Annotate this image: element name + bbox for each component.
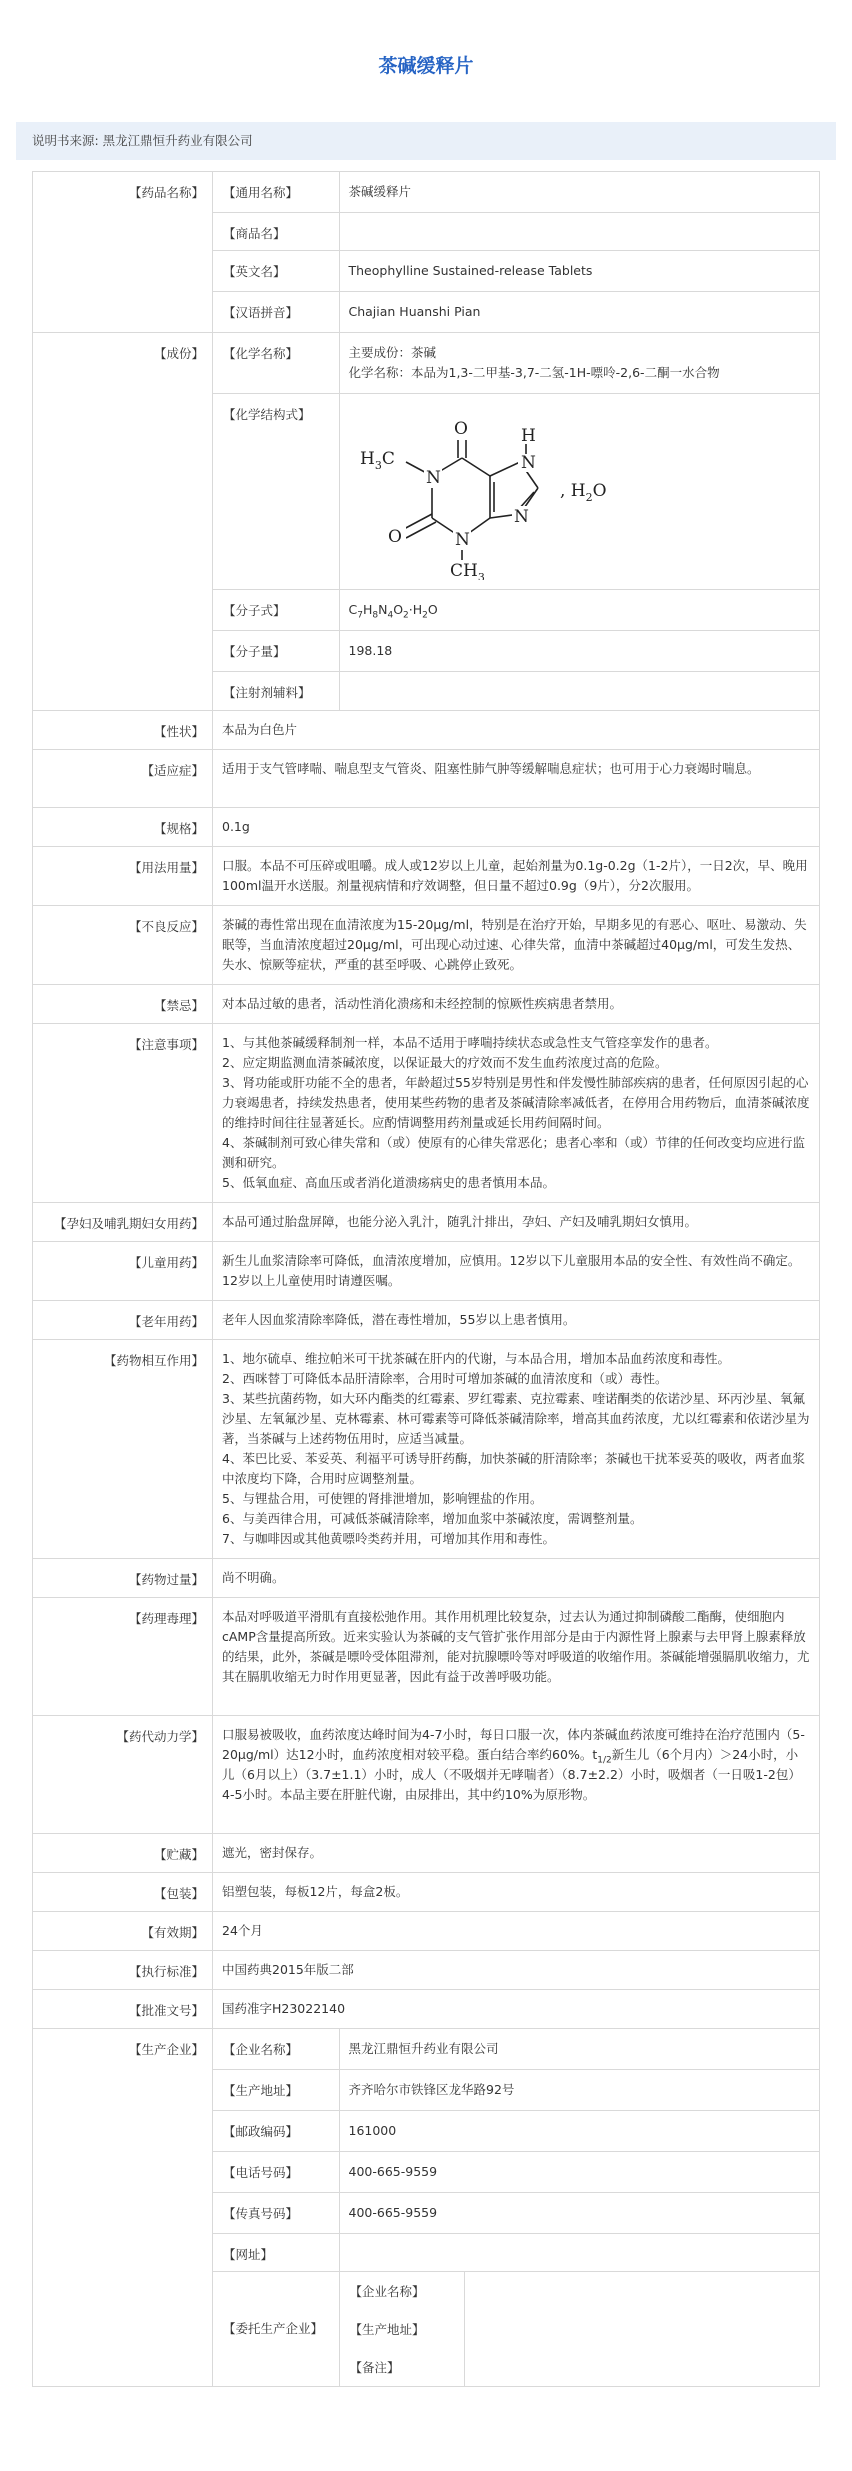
character-value: 本品为白色片 — [213, 710, 820, 749]
fax-value: 400-665-9559 — [339, 2192, 819, 2233]
molecular-weight-value: 198.18 — [339, 631, 819, 672]
structure-atom-h: H — [520, 426, 536, 446]
english-name-value: Theophylline Sustained-release Tablets — [339, 251, 819, 292]
row-label: 【规格】 — [33, 807, 213, 846]
sub-table-drug-name — [213, 172, 819, 332]
row-manufacturer — [33, 2028, 820, 2386]
address-value: 齐齐哈尔市铁锋区龙华路92号 — [339, 2069, 819, 2110]
injection-excipient-value — [339, 672, 819, 710]
row-label: 【有效期】 — [33, 1911, 213, 1950]
brand-name-label: 【商品名】 — [213, 213, 339, 251]
phone-label: 【电话号码】 — [213, 2151, 339, 2192]
chemical-name-value: 化学名称：本品为1,3-二甲基-3,7-二氢-1H-嘌呤-2,6-二酮一水合物 — [348, 365, 720, 380]
structure-methyl-left: $H_3C$ — [359, 449, 395, 472]
company-label: 【企业名称】 — [213, 2029, 339, 2070]
row-label: 【药代动力学】 — [33, 1715, 213, 1833]
interaction-item: 7、与咖啡因或其他黄嘌呤类药并用，可增加其作用和毒性。 — [222, 1530, 555, 1546]
postcode-label: 【邮政编码】 — [213, 2110, 339, 2151]
structure-atom-o: O — [387, 527, 402, 547]
row-label: 【孕妇及哺乳期妇女用药】 — [33, 1202, 213, 1241]
entrusted-company-value — [465, 2272, 820, 2310]
molecular-weight-label: 【分子量】 — [213, 631, 339, 672]
interaction-item: 4、苯巴比妥、苯妥英、利福平可诱导肝药酶，加快茶碱的肝清除率；茶碱也干扰苯妥英的吸收，两者血浆中浓度均下降，合用时应调整剂量。 — [222, 1450, 805, 1486]
sub-table-manufacturer — [213, 2029, 819, 2386]
pharmacokinetics-value: 口服易被吸收，血药浓度达峰时间为4-7小时，每日口服一次，体内茶碱血药浓度可维持在治疗范围内（5-20μg/ml）达12小时，血药浓度相对较平稳。蛋白结合率约60%。$t_{1/2}$新生儿（6个月内）＞24小时，小儿（6月以上）（3.7±1.1）小时，成人（不吸烟并无哮喘者）（8.7±2.2）小时，吸烟者（一日吸1-2包）4-5小时。本品主要在肝脏代谢，由尿排出，其中约10%为原形物。 — [213, 1715, 820, 1833]
pregnancy-value: 本品可通过胎盘屏障，也能分泌入乳汁，随乳汁排出，孕妇、产妇及哺乳期妇女慎用。 — [213, 1202, 820, 1241]
row-label: 【药品名称】 — [33, 172, 213, 333]
english-name-label: 【英文名】 — [213, 251, 339, 292]
row-adverse — [33, 905, 820, 984]
entrusted-note-label: 【备注】 — [340, 2348, 465, 2386]
drug-info-table — [32, 171, 820, 2387]
contraindication-value: 对本品过敏的患者，活动性消化溃疡和未经控制的惊厥性疾病患者禁用。 — [213, 984, 820, 1023]
molecular-formula-value: $C_7H_8N_4O_2\cdot H_2O$ — [339, 590, 819, 631]
chemical-structure-diagram — [350, 400, 680, 580]
adverse-value: 茶碱的毒性常出现在血清浓度为15-20μg/ml，特别是在治疗开始，早期多见的有恶心、呕吐、易激动、失眠等，当血清浓度超过20μg/ml，可出现心动过速、心律失常，血清中茶碱超过40μg/ml，可发生发热、失水、惊厥等症状，严重的甚至呼吸、心跳停止致死。 — [213, 905, 820, 984]
generic-name-value: 茶碱缓释片 — [339, 172, 819, 213]
row-composition — [33, 333, 820, 711]
row-approval — [33, 1989, 820, 2028]
row-usage — [33, 846, 820, 905]
sub-table-composition — [213, 333, 819, 710]
row-label: 【禁忌】 — [33, 984, 213, 1023]
generic-name-label: 【通用名称】 — [213, 172, 339, 213]
row-label: 【药理毒理】 — [33, 1597, 213, 1715]
precaution-item: 2、应定期监测血清茶碱浓度，以保证最大的疗效而不发生血药浓度过高的危险。 — [222, 1054, 668, 1070]
row-elderly — [33, 1300, 820, 1339]
structure-atom-o: O — [453, 419, 468, 439]
source-banner: 说明书来源: 黑龙江鼎恒升药业有限公司 — [16, 122, 836, 160]
website-label: 【网址】 — [213, 2233, 339, 2271]
row-validity — [33, 1911, 820, 1950]
molecular-formula-label: 【分子式】 — [213, 590, 339, 631]
row-precautions — [33, 1023, 820, 1202]
pinyin-value: Chajian Huanshi Pian — [348, 304, 481, 319]
usage-value: 口服。本品不可压碎或咀嚼。成人或12岁以上儿童，起始剂量为0.1g-0.2g（1-2片），一日2次，早、晚用100ml温开水送服。剂量视病情和疗效调整，但日量不超过0.9g（9片），分2次服用。 — [213, 846, 820, 905]
row-package — [33, 1872, 820, 1911]
row-children — [33, 1241, 820, 1300]
overdose-value: 尚不明确。 — [213, 1558, 820, 1597]
row-label: 【不良反应】 — [33, 905, 213, 984]
fax-label: 【传真号码】 — [213, 2192, 339, 2233]
precaution-item: 4、茶碱制剂可致心律失常和（或）使原有的心律失常恶化；患者心率和（或）节律的任何改变均应进行监测和研究。 — [222, 1134, 805, 1170]
row-label: 【儿童用药】 — [33, 1241, 213, 1300]
injection-excipient-label: 【注射剂辅料】 — [213, 672, 339, 710]
entrusted-note-value — [465, 2348, 820, 2386]
elderly-value: 老年人因血浆清除率降低，潜在毒性增加，55岁以上患者慎用。 — [213, 1300, 820, 1339]
row-label: 【包装】 — [33, 1872, 213, 1911]
row-interaction — [33, 1339, 820, 1558]
row-label: 【老年用药】 — [33, 1300, 213, 1339]
chemical-name-label: 【化学名称】 — [213, 333, 339, 394]
row-contraindication — [33, 984, 820, 1023]
main-ingredient: 主要成份：茶碱 — [348, 345, 437, 360]
row-label: 【贮藏】 — [33, 1833, 213, 1872]
phone-value: 400-665-9559 — [339, 2151, 819, 2192]
pharmacology-value: 本品对呼吸道平滑肌有直接松弛作用。其作用机理比较复杂，过去认为通过抑制磷酸二酯酶，使细胞内cAMP含量提高所致。近来实验认为茶碱的支气管扩张作用部分是由于内源性肾上腺素与去甲肾上腺素释放的结果，此外，茶碱是嘌呤受体阻滞剂，能对抗腺嘌呤等对呼吸道的收缩作用。茶碱能增强膈肌收缩力，尤其在膈肌收缩无力时作用更显著，因此有益于改善呼吸功能。 — [213, 1597, 820, 1715]
row-indication — [33, 749, 820, 807]
row-pregnancy — [33, 1202, 820, 1241]
interaction-item: 6、与美西律合用，可减低茶碱清除率，增加血浆中茶碱浓度，需调整剂量。 — [222, 1510, 643, 1526]
interaction-item: 2、西咪替丁可降低本品肝清除率，合用时可增加茶碱的血清浓度和（或）毒性。 — [222, 1370, 668, 1386]
package-value: 铝塑包装，每板12片，每盒2板。 — [213, 1872, 820, 1911]
page-title: 茶碱缓释片 — [378, 55, 474, 77]
entrusted-company-label: 【企业名称】 — [340, 2272, 465, 2310]
brand-name-value — [339, 213, 819, 251]
row-label: 【性状】 — [33, 710, 213, 749]
precaution-item: 5、低氧血症、高血压或者消化道溃疡病史的患者慎用本品。 — [222, 1174, 555, 1190]
row-label: 【药物相互作用】 — [33, 1339, 213, 1558]
interaction-item: 1、地尔硫卓、维拉帕米可干扰茶碱在肝内的代谢，与本品合用，增加本品血药浓度和毒性。 — [222, 1350, 730, 1366]
row-label: 【用法用量】 — [33, 846, 213, 905]
row-storage — [33, 1833, 820, 1872]
structure-atom-n: N — [520, 453, 536, 473]
precaution-item: 3、肾功能或肝功能不全的患者，年龄超过55岁特别是男性和伴发慢性肺部疾病的患者，任何原因引起的心力衰竭患者，持续发热患者，使用某些药物的患者及茶碱清除率减低者，在停用合用药物后，血清茶碱浓度的维持时间往往显著延长。应酌情调整用药剂量或延长用药间隔时间。 — [222, 1074, 810, 1130]
structure-methyl-bottom: $CH_3$ — [449, 561, 485, 580]
row-standard — [33, 1950, 820, 1989]
storage-value: 遮光，密封保存。 — [213, 1833, 820, 1872]
sub-table-entrusted — [340, 2272, 820, 2386]
indication-value: 适用于支气管哮喘、喘息型支气管炎、阻塞性肺气肿等缓解喘息症状；也可用于心力衰竭时喘息。 — [213, 749, 820, 807]
structure-atom-n: N — [425, 468, 441, 488]
row-pharmacology — [33, 1597, 820, 1715]
pinyin-label: 【汉语拼音】 — [213, 292, 339, 333]
row-pharmacokinetics — [33, 1715, 820, 1833]
approval-value: 国药准字H23022140 — [213, 1989, 820, 2028]
row-label: 【批准文号】 — [33, 1989, 213, 2028]
interaction-item: 5、与锂盐合用，可使锂的肾排泄增加，影响锂盐的作用。 — [222, 1490, 543, 1506]
row-label: 【适应症】 — [33, 749, 213, 807]
row-character — [33, 710, 820, 749]
entrusted-manufacturer-label: 【委托生产企业】 — [213, 2271, 339, 2386]
address-label: 【生产地址】 — [213, 2069, 339, 2110]
structure-label: 【化学结构式】 — [213, 394, 339, 590]
row-label: 【生产企业】 — [33, 2028, 213, 2386]
row-overdose — [33, 1558, 820, 1597]
postcode-value: 161000 — [339, 2110, 819, 2151]
structure-atom-n: N — [513, 507, 529, 527]
row-label: 【执行标准】 — [33, 1950, 213, 1989]
website-value — [339, 2233, 819, 2271]
row-drug-name — [33, 172, 820, 333]
structure-atom-n: N — [454, 530, 470, 550]
row-label: 【成份】 — [33, 333, 213, 711]
company-value: 黑龙江鼎恒升药业有限公司 — [339, 2029, 819, 2070]
standard-value: 中国药典2015年版二部 — [213, 1950, 820, 1989]
precaution-item: 1、与其他茶碱缓释制剂一样，本品不适用于哮喘持续状态或急性支气管痉挛发作的患者。 — [222, 1034, 718, 1050]
spec-value: 0.1g — [213, 807, 820, 846]
entrusted-address-value — [465, 2310, 820, 2348]
children-value: 新生儿血浆清除率可降低，血清浓度增加，应慎用。12岁以下儿童服用本品的安全性、有效性尚不确定。12岁以上儿童使用时请遵医嘱。 — [213, 1241, 820, 1300]
row-label: 【药物过量】 — [33, 1558, 213, 1597]
structure-hydrate: , $H_2O$ — [559, 481, 607, 504]
interaction-item: 3、某些抗菌药物，如大环内酯类的红霉素、罗红霉素、克拉霉素、喹诺酮类的依诺沙星、环丙沙星、氧氟沙星、左氧氟沙星、克林霉素、林可霉素等可降低茶碱清除率，增高其血药浓度，尤以红霉素和依诺沙星为著，当茶碱与上述药物伍用时，应适当减量。 — [222, 1390, 810, 1446]
validity-value: 24个月 — [213, 1911, 820, 1950]
entrusted-address-label: 【生产地址】 — [340, 2310, 465, 2348]
row-spec — [33, 807, 820, 846]
row-label: 【注意事项】 — [33, 1023, 213, 1202]
